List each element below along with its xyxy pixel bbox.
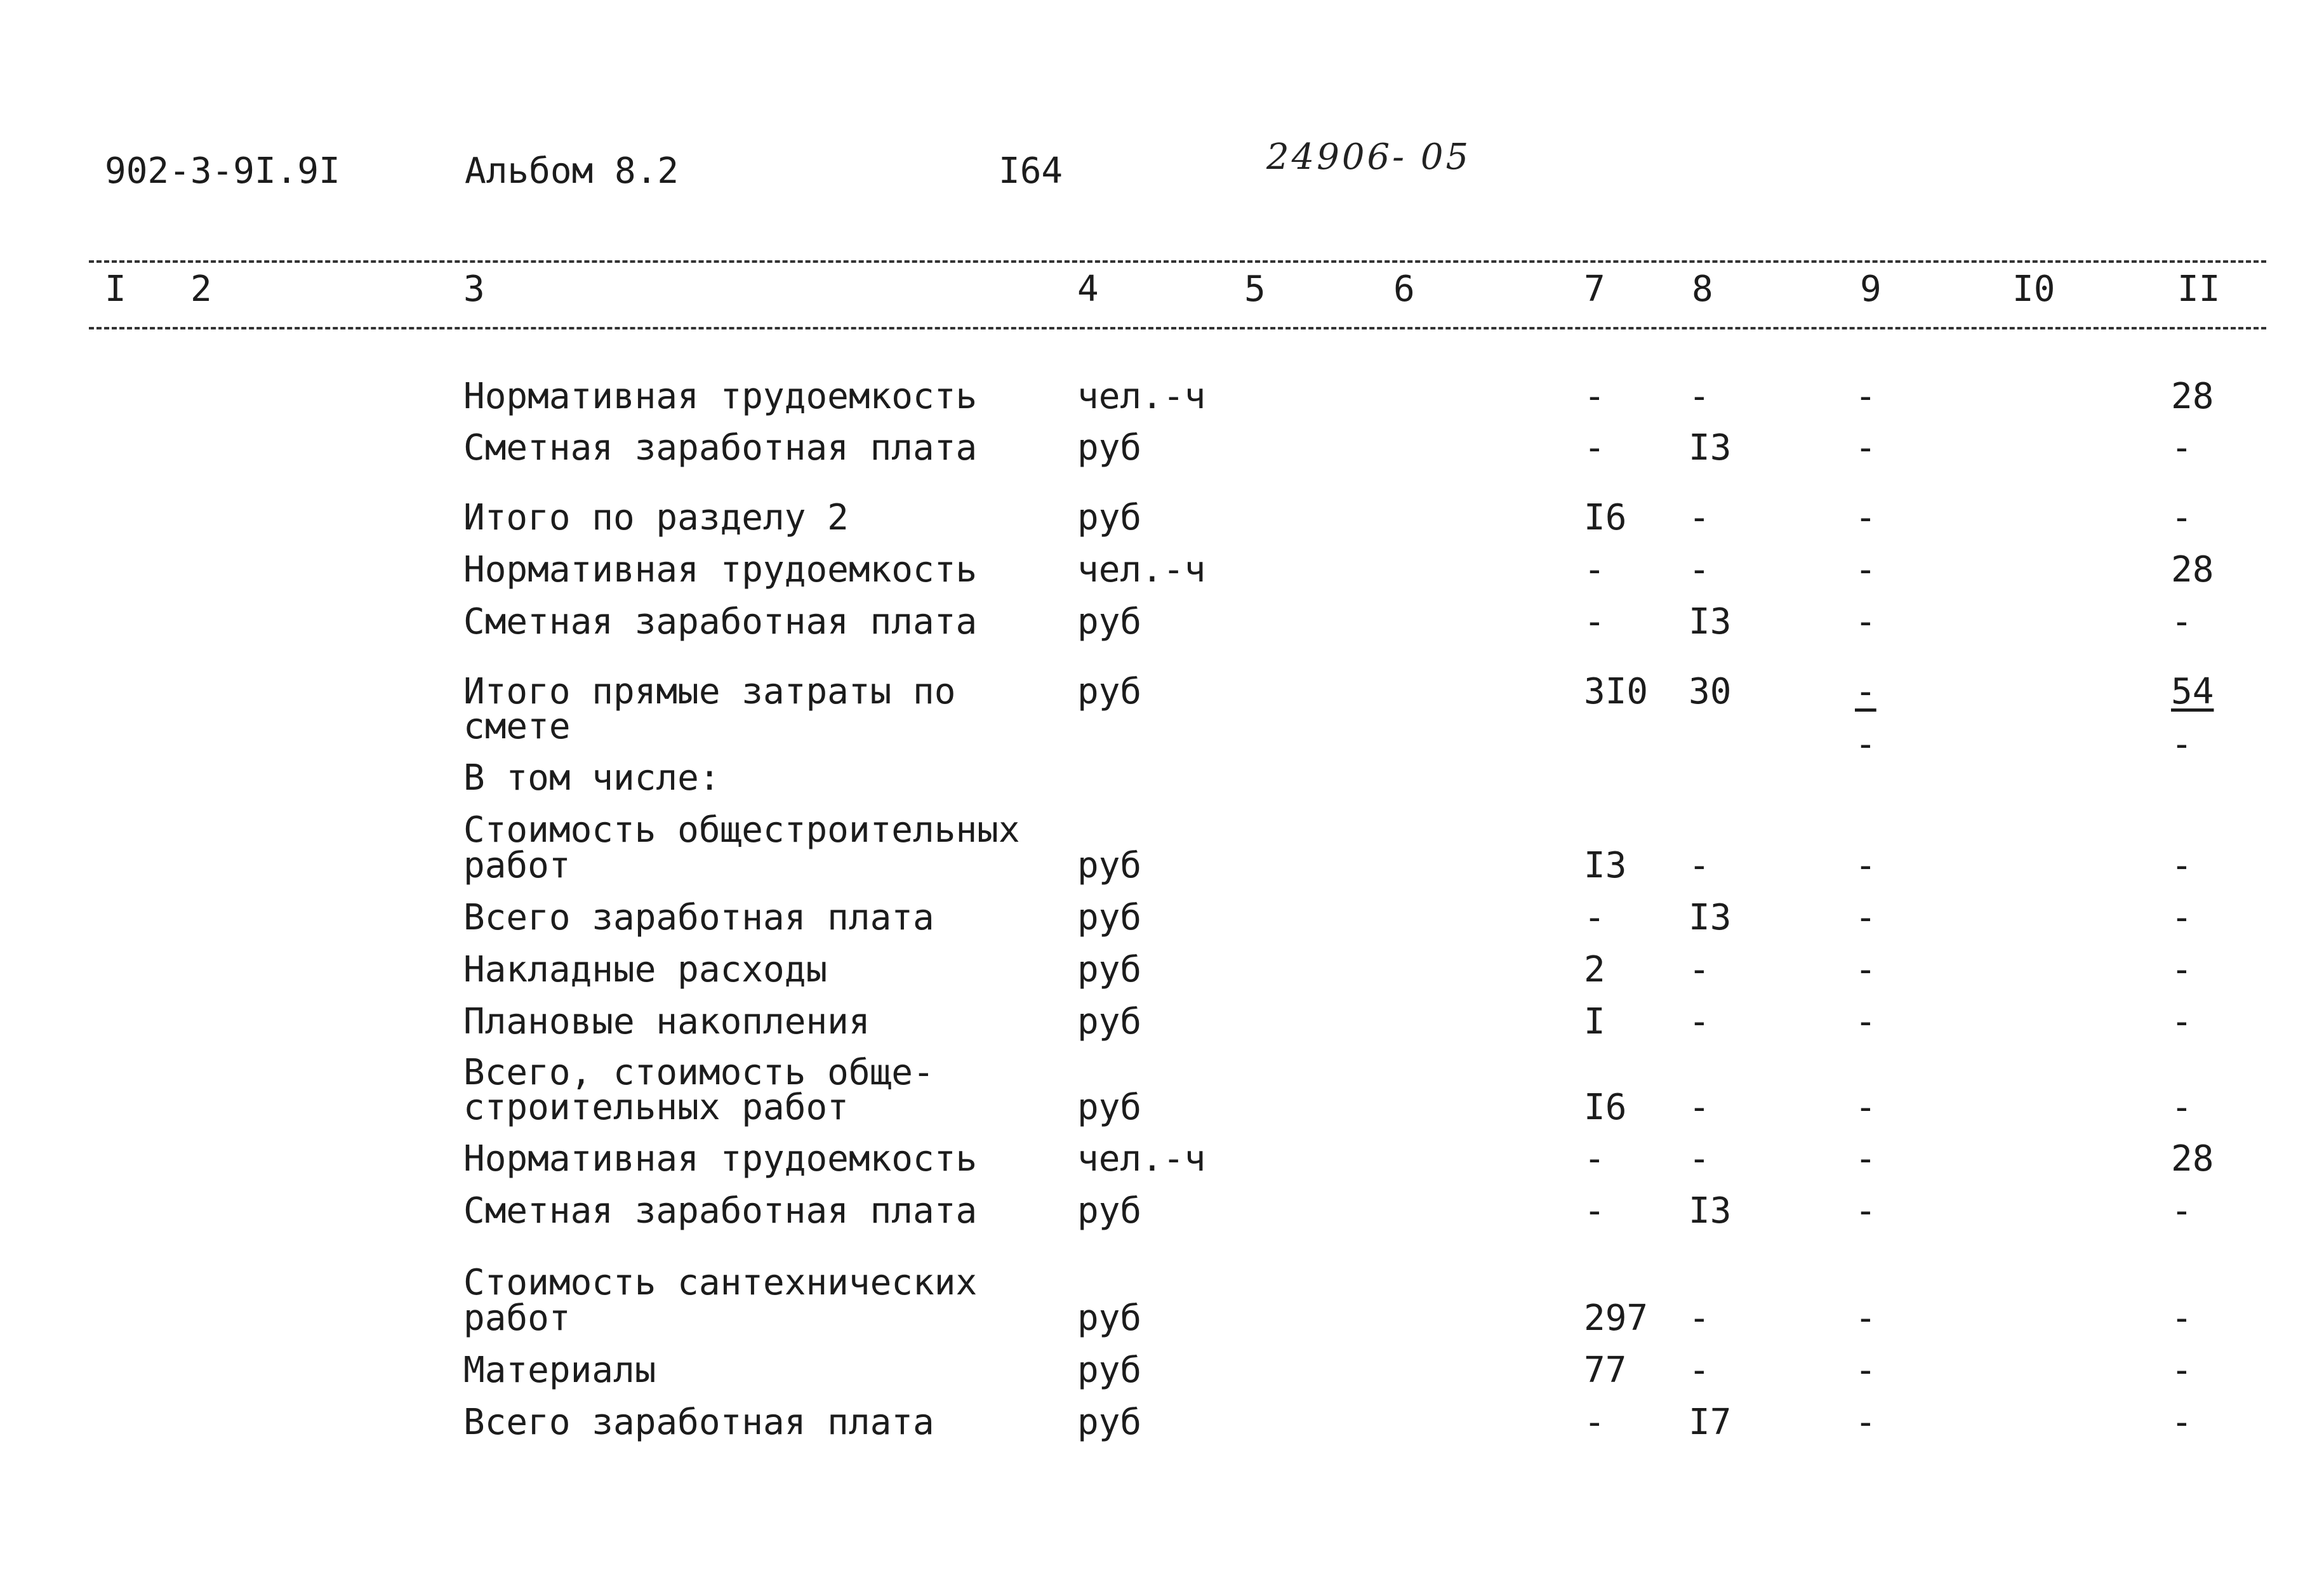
row-col9: -	[1855, 897, 1876, 938]
row-label: Итого по разделу 2	[463, 497, 849, 538]
column-header-9: 9	[1860, 269, 1882, 310]
row-col8: -	[1689, 497, 1710, 538]
header-rule-bottom	[89, 327, 2266, 329]
row-unit: руб	[1077, 1402, 1142, 1443]
row-col8: -	[1689, 1138, 1710, 1180]
row-unit: руб	[1077, 671, 1142, 712]
row-col9: -	[1855, 549, 1876, 590]
row-unit: руб	[1077, 427, 1142, 469]
row-unit: чел.-ч	[1077, 376, 1206, 417]
row-col11: 28	[2171, 549, 2214, 590]
row-col7: 77	[1584, 1350, 1627, 1391]
row-col8: I7	[1689, 1402, 1732, 1443]
column-header-1: I	[105, 269, 126, 310]
row-col7: I6	[1584, 1087, 1627, 1128]
row-unit: руб	[1077, 601, 1142, 642]
row-label: Всего, стоимость обще-	[463, 1052, 934, 1093]
column-header-8: 8	[1692, 269, 1713, 310]
column-header-3: 3	[463, 269, 485, 310]
row-unit: руб	[1077, 897, 1142, 938]
row-col9: -	[1855, 376, 1876, 417]
row-col9: -	[1855, 845, 1876, 886]
row-label: Стоимость сантехнических	[463, 1262, 978, 1303]
album-label: Альбом 8.2	[465, 150, 679, 192]
row-label: Нормативная трудоемкость	[463, 376, 978, 417]
row-unit: руб	[1077, 845, 1142, 886]
row-label: Накладные расходы	[463, 949, 828, 990]
row-col11: -	[2171, 845, 2193, 886]
row-label: Всего заработная плата	[463, 1402, 934, 1443]
row-label-continued: работ	[463, 1298, 571, 1339]
row-col7: -	[1584, 601, 1605, 642]
row-col7: -	[1584, 549, 1605, 590]
row-col7: I3	[1584, 845, 1627, 886]
row-col9: -	[1855, 1190, 1876, 1232]
row-col7: -	[1584, 376, 1605, 417]
row-col8: 30	[1689, 671, 1732, 712]
row-label-continued: работ	[463, 845, 571, 886]
row-col11: -	[2171, 497, 2193, 538]
row-col11-below: -	[2171, 724, 2193, 765]
row-col9: -	[1855, 949, 1876, 990]
row-label: Сметная заработная плата	[463, 601, 978, 642]
row-col11: -	[2171, 1190, 2193, 1232]
row-col11: -	[2171, 1350, 2193, 1391]
row-label: Нормативная трудоемкость	[463, 1138, 978, 1180]
row-unit: руб	[1077, 1350, 1142, 1391]
page-number: I64	[999, 150, 1063, 192]
row-label: В том числе:	[463, 757, 720, 799]
row-col9: -	[1855, 601, 1876, 642]
row-col8: -	[1689, 1087, 1710, 1128]
column-header-2: 2	[190, 269, 212, 310]
row-col9: -	[1855, 497, 1876, 538]
row-unit: руб	[1077, 1001, 1142, 1042]
row-col7: 3I0	[1584, 671, 1649, 712]
row-col8: I3	[1689, 427, 1732, 469]
document-code: 902-3-9I.9I	[105, 150, 340, 192]
row-col9: -	[1855, 1350, 1876, 1391]
row-unit: руб	[1077, 497, 1142, 538]
row-col8: -	[1689, 376, 1710, 417]
row-unit: руб	[1077, 1298, 1142, 1339]
row-col8: -	[1689, 1001, 1710, 1042]
handwritten-number: 24906- 05	[1266, 136, 1471, 178]
row-label: Нормативная трудоемкость	[463, 549, 978, 590]
row-label-continued: строительных работ	[463, 1087, 849, 1128]
column-header-10: I0	[2012, 269, 2055, 310]
row-col11: -	[2171, 1298, 2193, 1339]
row-col7: -	[1584, 1190, 1605, 1232]
row-label: Всего заработная плата	[463, 897, 934, 938]
row-unit: руб	[1077, 949, 1142, 990]
row-col8: I3	[1689, 1190, 1732, 1232]
row-col7: -	[1584, 897, 1605, 938]
header-rule-top	[89, 260, 2266, 263]
row-col11: 54	[2171, 671, 2214, 712]
row-col11: 28	[2171, 376, 2214, 417]
row-label: Стоимость общестроительных	[463, 809, 1020, 851]
row-col9: -	[1855, 1138, 1876, 1180]
row-col11: -	[2171, 601, 2193, 642]
row-col8: -	[1689, 549, 1710, 590]
row-col8: -	[1689, 1298, 1710, 1339]
row-col11: 28	[2171, 1138, 2214, 1180]
row-col9: -	[1855, 1087, 1876, 1128]
column-header-5: 5	[1244, 269, 1266, 310]
column-header-4: 4	[1077, 269, 1099, 310]
row-col7: I	[1584, 1001, 1605, 1042]
row-label: Сметная заработная плата	[463, 1190, 978, 1232]
row-col11: -	[2171, 1001, 2193, 1042]
column-header-7: 7	[1584, 269, 1605, 310]
row-unit: чел.-ч	[1077, 1138, 1206, 1180]
row-unit: руб	[1077, 1190, 1142, 1232]
column-header-11: II	[2177, 269, 2221, 310]
row-col9: -	[1855, 1402, 1876, 1443]
row-col9-below: -	[1855, 724, 1876, 765]
row-col11: -	[2171, 427, 2193, 469]
row-col11: -	[2171, 1087, 2193, 1128]
row-col11: -	[2171, 897, 2193, 938]
row-col8: I3	[1689, 897, 1732, 938]
row-col9: -	[1855, 427, 1876, 469]
row-col7: -	[1584, 1402, 1605, 1443]
row-label: Сметная заработная плата	[463, 427, 978, 469]
row-col8: -	[1689, 1350, 1710, 1391]
row-col7: 2	[1584, 949, 1605, 990]
row-col8: -	[1689, 845, 1710, 886]
row-col8: -	[1689, 949, 1710, 990]
row-label: Итого прямые затраты по	[463, 671, 956, 712]
row-col11: -	[2171, 949, 2193, 990]
column-header-6: 6	[1393, 269, 1415, 310]
row-col11: -	[2171, 1402, 2193, 1443]
row-label-continued: смете	[463, 706, 571, 747]
row-col7: -	[1584, 1138, 1605, 1180]
row-unit: руб	[1077, 1087, 1142, 1128]
row-col8: I3	[1689, 601, 1732, 642]
row-label: Материалы	[463, 1350, 656, 1391]
row-label: Плановые накопления	[463, 1001, 870, 1042]
row-col9: -	[1855, 1298, 1876, 1339]
row-unit: чел.-ч	[1077, 549, 1206, 590]
row-col7: I6	[1584, 497, 1627, 538]
row-col7: 297	[1584, 1298, 1649, 1339]
row-col9: -	[1855, 671, 1876, 712]
row-col7: -	[1584, 427, 1605, 469]
row-col9: -	[1855, 1001, 1876, 1042]
